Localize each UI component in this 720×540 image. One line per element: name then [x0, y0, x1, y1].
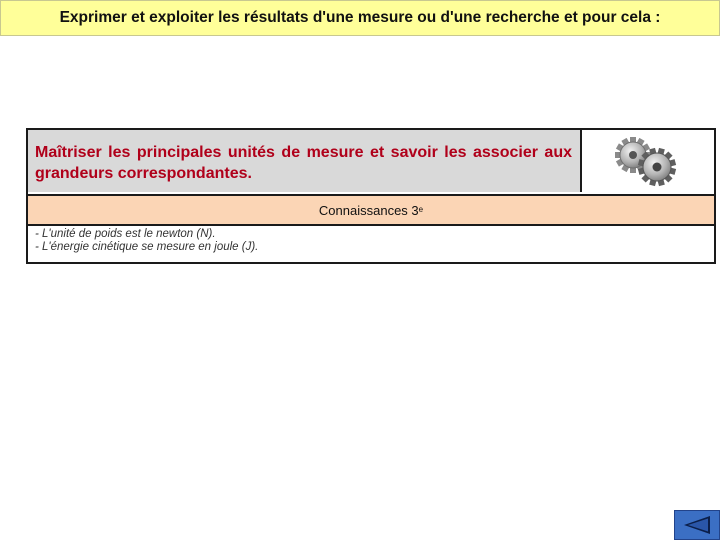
- icon-box: [582, 130, 714, 192]
- gears-icon: [609, 133, 687, 189]
- back-button[interactable]: [674, 510, 720, 540]
- skill-box: [28, 130, 582, 192]
- knowledge-line: - L'énergie cinétique se mesure en joule (J).: [35, 241, 259, 253]
- skill-text: Maîtriser les principales unités de mesure et savoir les associer aux grandeurs correspondantes.: [35, 144, 572, 182]
- section-superscript: e: [418, 204, 424, 214]
- arrow-left-icon: [682, 515, 712, 535]
- knowledge-content: [35, 228, 705, 254]
- skill-card: [26, 128, 716, 264]
- page-header: [0, 0, 720, 36]
- knowledge-line: - L'unité de poids est le newton (N).: [35, 228, 216, 240]
- skill-row: [28, 130, 714, 192]
- section-label: Connaissances 3: [318, 202, 419, 218]
- knowledge-section-bar: [28, 194, 714, 226]
- page-title: Exprimer et exploiter les résultats d'une mesure ou d'une recherche et pour cela :: [59, 9, 661, 26]
